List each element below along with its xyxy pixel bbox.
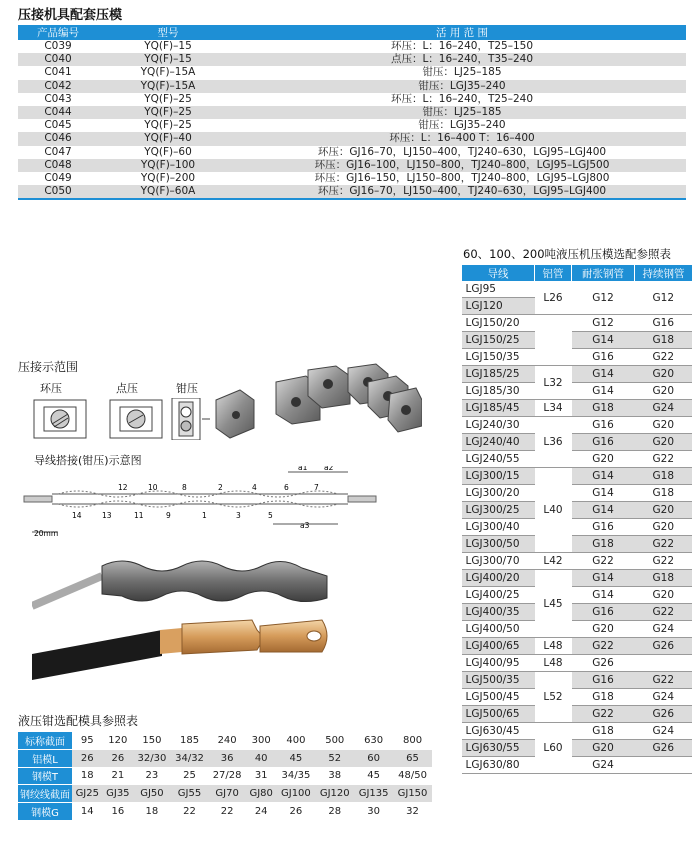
- die-cell: G14: [572, 366, 635, 383]
- al-tube-cell: L45: [535, 570, 572, 638]
- die-cell: G20: [635, 417, 693, 434]
- conductor-cell: LGJ630/45: [462, 723, 535, 740]
- label-ring-crimp: 环压: [40, 382, 62, 395]
- die-cell: G26: [635, 706, 693, 723]
- die-cell: G12: [572, 315, 635, 332]
- die-cell: G14: [572, 485, 635, 502]
- table-cell: 18: [72, 767, 103, 785]
- table-cell: C040: [18, 53, 98, 66]
- table-cell: 钳压：LJ25–185: [422, 66, 502, 79]
- plier-table-title: 液压钳选配模具参照表: [18, 714, 139, 728]
- table-cell: 钳压：LJ25–185: [238, 106, 686, 119]
- table-row: [18, 132, 686, 145]
- table-row: [462, 536, 693, 553]
- die-cell: G18: [635, 468, 693, 485]
- al-tube-cell: L34: [535, 400, 572, 417]
- table-row: [462, 366, 693, 383]
- table-row: [462, 723, 693, 740]
- table-cell: 52: [315, 749, 354, 767]
- table-cell: C042: [18, 80, 98, 93]
- table-cell: 27/28: [208, 767, 246, 785]
- conductor-cell: LGJ400/50: [462, 621, 535, 638]
- conductor-cell: LGJ185/45: [462, 400, 535, 417]
- top-num-12: 12: [118, 483, 128, 492]
- die-cell: G14: [572, 502, 635, 519]
- bottom-num-13: 13: [102, 511, 112, 520]
- table-cell: 400: [276, 732, 315, 749]
- table-row: [462, 434, 693, 451]
- table-row: [18, 785, 432, 803]
- table-cell: 26: [276, 803, 315, 821]
- table-cell: C047: [44, 145, 72, 158]
- die-cell: G22: [572, 638, 635, 655]
- label-point-crimp: 点压: [116, 382, 138, 395]
- die-cell: G22: [635, 451, 693, 468]
- conductor-cell: LGJ150/20: [462, 315, 535, 332]
- row-header: 钢绞线截面: [18, 785, 72, 803]
- splice-diagram: [18, 466, 378, 538]
- conductor-cell: LGJ500/35: [462, 672, 535, 689]
- table-cell: GJ35: [103, 785, 134, 803]
- die-1: [216, 390, 254, 438]
- table-row: [18, 172, 686, 185]
- conductor-cell: LGJ630/55: [462, 740, 535, 757]
- conductor-cell: LGJ300/40: [462, 519, 535, 536]
- crimped-conductor: [32, 561, 327, 606]
- die-cell: G22: [572, 706, 635, 723]
- table-cell: 环压：GJ16–100，LJ150–800，TJ240–800，LGJ95–LGJ500: [238, 159, 686, 172]
- table-cell: 22: [171, 803, 209, 821]
- top-num-7: 7: [314, 483, 319, 492]
- table-cell: GJ100: [276, 785, 315, 803]
- table-cell: YQ(F)–40: [98, 132, 238, 145]
- dim-20mm: 20mm: [34, 529, 59, 538]
- table-cell: C045: [44, 119, 72, 132]
- table-row: [18, 119, 686, 132]
- die-cell: G16: [572, 672, 635, 689]
- table-cell: 500: [315, 732, 354, 749]
- conductor-cell: LGJ400/95: [462, 655, 535, 672]
- conductor-cell: LGJ300/50: [462, 536, 535, 553]
- die-cell: G14: [572, 570, 635, 587]
- al-tube-cell: L60: [535, 723, 572, 774]
- table-cell: 32/30: [133, 749, 171, 767]
- table-row: [18, 749, 432, 767]
- table-cell: 钳压：LGJ35–240: [238, 80, 686, 93]
- die-cell: G18: [572, 723, 635, 740]
- table-row: [18, 80, 686, 93]
- hydraulic-table: [461, 265, 692, 774]
- conductor-cell: LGJ240/30: [462, 417, 535, 434]
- die-cell: G20: [572, 451, 635, 468]
- table-cell: C046: [18, 132, 98, 145]
- table-cell: GJ55: [171, 785, 209, 803]
- row-header: 钢模T: [18, 767, 72, 785]
- table-row: [462, 757, 693, 774]
- al-tube-cell: L40: [535, 468, 572, 553]
- table-row: [462, 332, 693, 349]
- table-cell: 环压：GJ16–150，LJ150–800，TJ240–800，LGJ95–LGJ800: [314, 171, 610, 184]
- table-row: [18, 159, 686, 172]
- table-cell: YQ(F)–60: [144, 145, 192, 158]
- table-cell: YQ(F)–25: [144, 119, 192, 132]
- table-cell: YQ(F)–100: [98, 159, 238, 172]
- crimp-section-title: 压接示范围: [18, 360, 79, 374]
- die-cell: G16: [572, 434, 635, 451]
- row-header: 标称截面: [18, 732, 72, 749]
- conductor-cell: LGJ120: [462, 298, 535, 315]
- col-al-tube: 铝管: [535, 265, 572, 281]
- table-cell: GJ80: [246, 785, 277, 803]
- die-cell: G20: [635, 383, 693, 400]
- table-row: [462, 502, 693, 519]
- conductor-cell: LGJ150/35: [462, 349, 535, 366]
- table-cell: YQ(F)–60A: [98, 185, 238, 199]
- die-cell: G24: [572, 757, 635, 774]
- table-cell: 185: [171, 732, 209, 749]
- table-row: [462, 417, 693, 434]
- table-row: [462, 621, 693, 638]
- table-cell: 120: [103, 732, 134, 749]
- table-row: [18, 767, 432, 785]
- table-row: [18, 185, 686, 199]
- conductor-cell: LGJ400/65: [462, 638, 535, 655]
- clamp-crimp-icon: [172, 398, 210, 440]
- col-conductor: 导线: [462, 265, 535, 281]
- die-cell: G24: [635, 621, 693, 638]
- table-cell: C044: [18, 106, 98, 119]
- table-cell: C049: [44, 171, 72, 184]
- bottom-num-14: 14: [72, 511, 82, 520]
- top-num-8: 8: [182, 483, 187, 492]
- table-cell: 38: [315, 767, 354, 785]
- table-row: [18, 106, 686, 119]
- die-cell: G12: [635, 281, 693, 315]
- plier-table: [18, 732, 432, 821]
- table-row: [462, 740, 693, 757]
- table-cell: C041: [44, 66, 72, 79]
- row-header: 钢模G: [18, 803, 72, 821]
- row-header: 铝模L: [18, 749, 72, 767]
- table-row: [462, 587, 693, 604]
- table-cell: 95: [72, 732, 103, 749]
- table-row: [462, 468, 693, 485]
- al-tube-cell: [535, 315, 572, 366]
- die-cell: G20: [572, 740, 635, 757]
- table-row: [462, 485, 693, 502]
- table-cell: 点压：L：16–240，T35–240: [238, 53, 686, 66]
- die-cell: G20: [635, 434, 693, 451]
- die-table-title: 压接机具配套压模: [18, 8, 123, 23]
- dim-a2: a2: [324, 466, 334, 472]
- conductor-cell: LGJ300/70: [462, 553, 535, 570]
- col-continuous-steel: 持续钢管: [635, 265, 693, 281]
- table-cell: GJ120: [315, 785, 354, 803]
- table-cell: 22: [208, 803, 246, 821]
- table-cell: YQ(F)–15A: [140, 66, 196, 79]
- die-cell: G20: [635, 519, 693, 536]
- table-cell: C050: [18, 185, 98, 199]
- table-cell: 65: [393, 749, 432, 767]
- table-cell: C039: [44, 40, 72, 53]
- table-cell: 32: [393, 803, 432, 821]
- al-tube-cell: L52: [535, 672, 572, 723]
- die-cell: G14: [572, 468, 635, 485]
- table-row: [462, 315, 693, 332]
- table-cell: 26: [103, 749, 134, 767]
- die-cell: G14: [572, 383, 635, 400]
- ring-crimp-icon: [34, 400, 86, 438]
- table-row: [18, 53, 686, 66]
- conductor-cell: LGJ630/80: [462, 757, 535, 774]
- bottom-num-3: 3: [236, 511, 241, 520]
- table-cell: 34/32: [171, 749, 209, 767]
- dim-a3: a3: [300, 521, 310, 530]
- cable-lug: [32, 620, 327, 680]
- die-cell: G20: [635, 587, 693, 604]
- table-cell: 34/35: [276, 767, 315, 785]
- table-cell: YQ(F)–25: [98, 106, 238, 119]
- table-row: [462, 451, 693, 468]
- al-tube-cell: L48: [535, 638, 572, 655]
- die-cell: G24: [635, 689, 693, 706]
- bottom-num-11: 11: [134, 511, 144, 520]
- hydraulic-table-title: 60、100、200吨液压机压模选配参照表: [463, 247, 672, 261]
- table-cell: 环压：GJ16–70，LJ150–400，TJ240–630，LGJ95–LGJ400: [317, 145, 607, 158]
- col-product-code: 产品编号: [18, 25, 98, 40]
- cable-photos: [32, 546, 362, 706]
- conductor-cell: LGJ240/55: [462, 451, 535, 468]
- table-row: [18, 40, 686, 53]
- die-cell: G22: [635, 553, 693, 570]
- table-cell: 30: [354, 803, 393, 821]
- die-cell: G20: [572, 621, 635, 638]
- die-cell: G18: [635, 570, 693, 587]
- dim-a1: a1: [298, 466, 308, 472]
- die-6: [388, 388, 422, 432]
- al-tube-cell: L36: [535, 417, 572, 468]
- table-cell: GJ150: [393, 785, 432, 803]
- crimp-dies-photo: [212, 360, 422, 440]
- die-cell: G26: [635, 638, 693, 655]
- table-cell: 60: [354, 749, 393, 767]
- conductor-cell: LGJ95: [462, 281, 535, 298]
- table-cell: 45: [354, 767, 393, 785]
- conductor-cell: LGJ400/35: [462, 604, 535, 621]
- die-cell: G24: [635, 400, 693, 417]
- table-cell: 18: [133, 803, 171, 821]
- col-range: 活 用 范 围: [238, 25, 686, 40]
- die-cell: G22: [635, 349, 693, 366]
- al-tube-cell: L26: [535, 281, 572, 315]
- die-cell: G24: [635, 723, 693, 740]
- die-cell: G22: [635, 672, 693, 689]
- conductor-cell: LGJ300/25: [462, 502, 535, 519]
- al-tube-cell: L32: [535, 366, 572, 400]
- top-num-4: 4: [252, 483, 257, 492]
- al-tube-cell: L48: [535, 655, 572, 672]
- table-cell: 环压：L：16–240，T25–240: [390, 92, 534, 105]
- col-model: 型号: [98, 25, 238, 40]
- die-cell: G18: [635, 485, 693, 502]
- table-cell: 300: [246, 732, 277, 749]
- table-cell: 16: [103, 803, 134, 821]
- die-cell: [635, 757, 693, 774]
- table-cell: 钳压：LGJ35–240: [418, 119, 506, 132]
- die-cell: G14: [572, 587, 635, 604]
- table-cell: 40: [246, 749, 277, 767]
- point-crimp-icon: [110, 400, 162, 438]
- die-cell: G16: [572, 604, 635, 621]
- die-cell: G18: [635, 332, 693, 349]
- table-cell: YQ(F)–25: [144, 92, 192, 105]
- splice-diagram-title: 导线搭接(钳压)示意图: [34, 454, 142, 467]
- table-cell: YQ(F)–200: [140, 171, 196, 184]
- die-cell: G20: [635, 502, 693, 519]
- bottom-num-9: 9: [166, 511, 171, 520]
- table-row: [462, 553, 693, 570]
- table-cell: 36: [208, 749, 246, 767]
- table-cell: 800: [393, 732, 432, 749]
- top-num-10: 10: [148, 483, 158, 492]
- table-cell: 21: [103, 767, 134, 785]
- conductor-cell: LGJ240/40: [462, 434, 535, 451]
- die-cell: G22: [635, 604, 693, 621]
- table-row: [462, 519, 693, 536]
- table-row: [18, 93, 686, 106]
- table-row: [462, 400, 693, 417]
- table-cell: 26: [72, 749, 103, 767]
- table-cell: YQ(F)–15: [98, 53, 238, 66]
- table-cell: 环压：GJ16–70，LJ150–400，TJ240–630，LGJ95–LGJ400: [238, 185, 686, 199]
- table-cell: 150: [133, 732, 171, 749]
- conductor-cell: LGJ300/15: [462, 468, 535, 485]
- die-table: [18, 25, 686, 200]
- conductor-cell: LGJ300/20: [462, 485, 535, 502]
- conductor-cell: LGJ400/25: [462, 587, 535, 604]
- table-row: [462, 570, 693, 587]
- col-tension-steel: 耐张钢管: [572, 265, 635, 281]
- die-cell: G16: [572, 417, 635, 434]
- al-tube-cell: L42: [535, 553, 572, 570]
- conductor-cell: LGJ185/30: [462, 383, 535, 400]
- table-row: [462, 281, 693, 298]
- conductor-cell: LGJ500/45: [462, 689, 535, 706]
- table-row: [462, 638, 693, 655]
- table-cell: C048: [18, 159, 98, 172]
- table-cell: 24: [246, 803, 277, 821]
- table-row: [462, 383, 693, 400]
- table-cell: GJ70: [208, 785, 246, 803]
- die-cell: G14: [572, 332, 635, 349]
- table-cell: 环压：L：16–400 T：16–400: [238, 132, 686, 145]
- bottom-num-1: 1: [202, 511, 207, 520]
- table-row: [462, 672, 693, 689]
- table-row: [462, 349, 693, 366]
- table-cell: GJ135: [354, 785, 393, 803]
- top-num-6: 6: [284, 483, 289, 492]
- die-3: [308, 366, 350, 408]
- table-cell: YQ(F)–15: [144, 40, 192, 53]
- table-cell: 环压：L：16–240，T25–150: [390, 40, 534, 53]
- table-cell: YQ(F)–15A: [98, 80, 238, 93]
- table-cell: 23: [133, 767, 171, 785]
- table-cell: 45: [276, 749, 315, 767]
- table-row: [462, 706, 693, 723]
- table-row: [462, 689, 693, 706]
- die-cell: G12: [572, 281, 635, 315]
- die-cell: G20: [635, 366, 693, 383]
- top-num-2: 2: [218, 483, 223, 492]
- table-cell: 240: [208, 732, 246, 749]
- table-row: [18, 66, 686, 79]
- die-cell: [635, 655, 693, 672]
- die-cell: G22: [635, 536, 693, 553]
- table-cell: C043: [44, 92, 72, 105]
- table-cell: 630: [354, 732, 393, 749]
- die-cell: G22: [572, 553, 635, 570]
- conductor-cell: LGJ500/65: [462, 706, 535, 723]
- crimp-type-icons: [30, 398, 210, 440]
- die-cell: G16: [635, 315, 693, 332]
- table-cell: GJ25: [72, 785, 103, 803]
- conductor-cell: LGJ400/20: [462, 570, 535, 587]
- hydraulic-table-body: [462, 281, 693, 774]
- table-cell: 28: [315, 803, 354, 821]
- conductor-cell: LGJ185/25: [462, 366, 535, 383]
- table-row: [462, 604, 693, 621]
- table-cell: 31: [246, 767, 277, 785]
- table-cell: 48/50: [393, 767, 432, 785]
- die-cell: G16: [572, 349, 635, 366]
- table-cell: 14: [72, 803, 103, 821]
- table-cell: 25: [171, 767, 209, 785]
- die-cell: G16: [572, 519, 635, 536]
- conductor-cell: LGJ150/25: [462, 332, 535, 349]
- label-clamp-crimp: 钳压: [176, 382, 198, 395]
- table-row: [18, 146, 686, 159]
- die-cell: G26: [572, 655, 635, 672]
- die-cell: G18: [572, 400, 635, 417]
- die-cell: G18: [572, 536, 635, 553]
- table-row: [462, 655, 693, 672]
- die-cell: G18: [572, 689, 635, 706]
- die-cell: G26: [635, 740, 693, 757]
- die-table-body: [18, 40, 686, 199]
- table-cell: GJ50: [133, 785, 171, 803]
- table-row: [18, 803, 432, 821]
- table-row: [18, 732, 432, 749]
- bottom-num-5: 5: [268, 511, 273, 520]
